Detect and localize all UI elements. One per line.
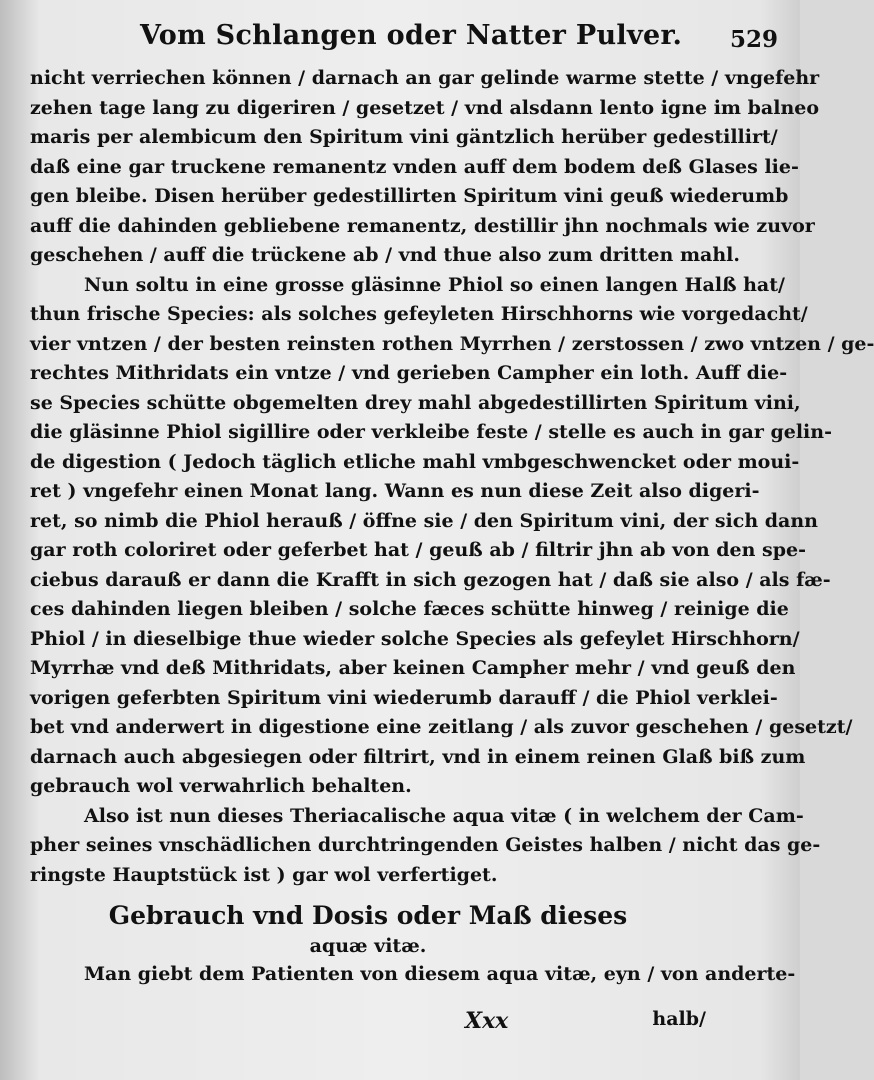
text-line: auff die dahinden gebliebene remanentz, destillir jhn nochmals wie zuvor — [30, 214, 815, 237]
text-line: die gläsinne Phiol sigillire oder verkleibe feste / stelle es auch in gar gelin- — [30, 421, 832, 443]
text-line: pher seines vnschädlichen durchtringenden Geistes halben / nicht das ge- — [30, 834, 821, 856]
text-line: rechtes Mithridats ein vntze / vnd gerieben Campher ein loth. Auff die- — [30, 362, 788, 384]
text-line: Also ist nun dieses Theriacalische aqua vitæ ( in welchem der Cam- — [84, 804, 804, 827]
text-line: ciebus darauß er dann die Krafft in sich gezogen hat / daß sie also / als fæ- — [30, 568, 831, 591]
signature-mark: Xxx — [465, 1008, 509, 1034]
running-head: Vom Schlangen oder Natter Pulver. — [140, 20, 683, 51]
text-line: vier vntzen / der besten reinsten rothen Myrrhen / zerstossen / zwo vntzen / ge- — [30, 332, 874, 355]
text-line: gen bleibe. Disen herüber gedestillirten Spiritum vini geuß wiederumb — [30, 185, 789, 207]
text-line: geschehen / auff die trückene ab / vnd thue also zum dritten mahl. — [30, 244, 741, 266]
text-line: gar roth coloriret oder geferbet hat / geuß ab / filtrir jhn ab von den spe- — [30, 539, 807, 561]
text-line: Nun soltu in eine grosse gläsinne Phiol so einen langen Halß hat/ — [84, 273, 785, 296]
text-line: vorigen geferbten Spiritum vini wiederumb darauff / die Phiol verklei- — [30, 686, 778, 709]
text-line: darnach auch abgesiegen oder filtrirt, vnd in einem reinen Glaß biß zum — [30, 745, 806, 768]
catchword: halb/ — [652, 1008, 706, 1030]
text-line: bet vnd anderwert in digestione eine zeitlang / als zuvor geschehen / gesetzt/ — [30, 716, 853, 738]
paragraph-3 — [30, 802, 821, 891]
section-subheading: aquæ vitæ. — [309, 935, 427, 957]
page-footer — [30, 1008, 706, 1048]
page-body — [30, 64, 874, 990]
page-number: 529 — [729, 26, 778, 53]
page-header — [140, 20, 778, 60]
text-line: Phiol / in dieselbige thue wieder solche Species als gefeylet Hirschhorn/ — [30, 627, 800, 650]
text-line: maris per alembicum den Spiritum vini gäntzlich herüber gedestillirt/ — [30, 126, 778, 148]
text-line: daß eine gar truckene remanentz vnden auff dem bodem deß Glases lie- — [30, 155, 799, 178]
section-heading: Gebrauch vnd Dosis oder Maß dieses — [108, 901, 628, 930]
text-line: zehen tage lang zu digeriren / gesetzet / vnd alsdann lento igne im balneo — [30, 96, 820, 119]
text-line: se Species schütte obgemelten drey mahl abgedestillirten Spiritum vini, — [30, 391, 801, 414]
text-line: ret ) vngefehr einen Monat lang. Wann es nun diese Zeit also digeri- — [30, 480, 760, 502]
text-line: thun frische Species: als solches gefeyleten Hirschhorns wie vorgedacht/ — [30, 303, 808, 325]
paragraph-1 — [30, 64, 820, 271]
text-line: ret, so nimb die Phiol herauß / öffne sie / den Spiritum vini, der sich dann — [30, 509, 818, 532]
text-line: ringste Hauptstück ist ) gar wol verfertiget. — [30, 863, 498, 886]
text-line: ces dahinden liegen bleiben / solche fæces schütte hinweg / reinige die — [30, 598, 789, 620]
section-first-line: Man giebt dem Patienten von diesem aqua vitæ, eyn / von anderte- — [84, 963, 796, 985]
text-line: gebrauch wol verwahrlich behalten. — [30, 775, 412, 797]
text-line: de digestion ( Jedoch täglich etliche mahl vmbgeschwencket oder moui- — [30, 450, 800, 473]
text-line: nicht verriechen können / darnach an gar gelinde warme stette / vngefehr — [30, 67, 820, 89]
paragraph-2 — [30, 271, 874, 802]
text-line: Myrrhæ vnd deß Mithridats, aber keinen Campher mehr / vnd geuß den — [30, 657, 796, 679]
